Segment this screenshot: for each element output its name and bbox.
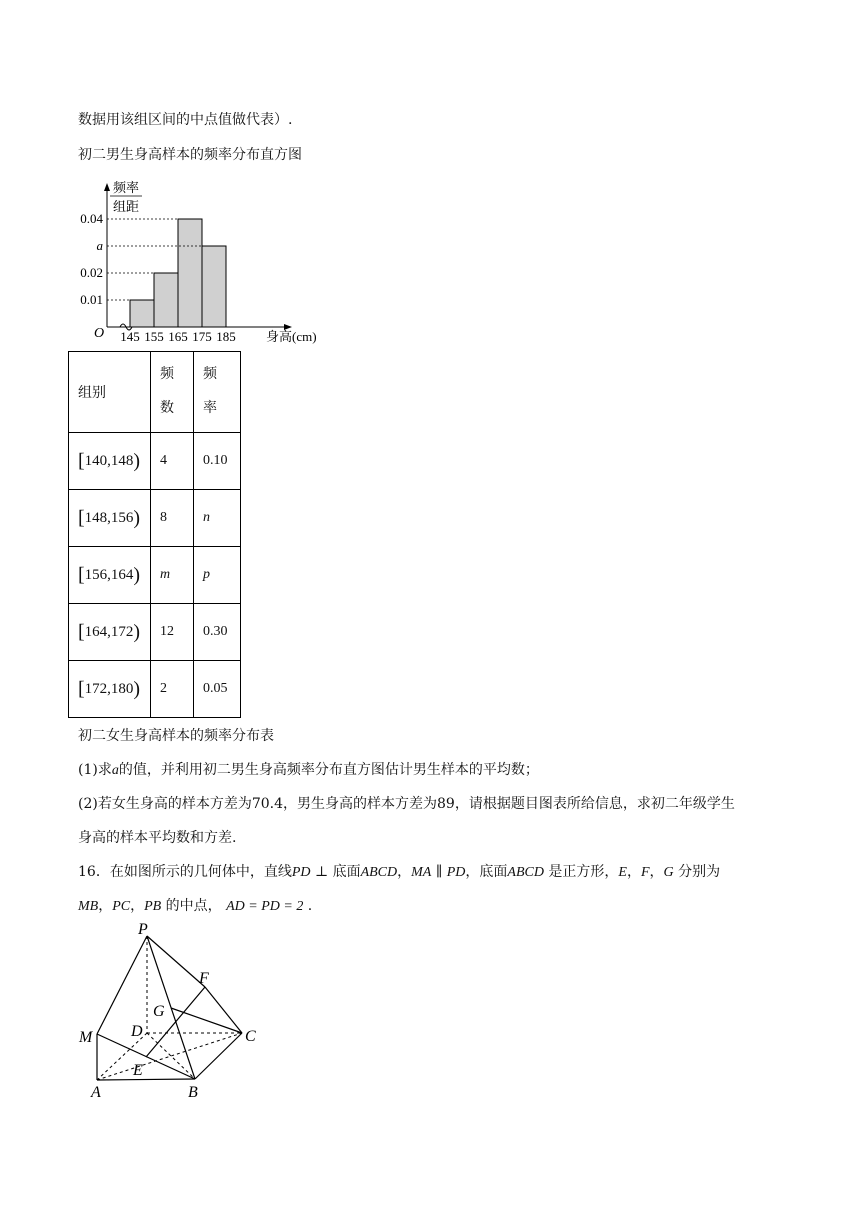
table-row <box>69 604 241 661</box>
table-row <box>69 433 241 490</box>
problem-16-line-2: MB，PC，PB 的中点， AD = PD = 2 . <box>78 898 313 914</box>
segment-EF <box>146 987 205 1057</box>
histogram-caption: 初二男生身高样本的频率分布直方图 <box>78 147 302 163</box>
x-tick-label: 175 <box>192 329 212 344</box>
edge-PM <box>97 936 147 1034</box>
histogram-bar <box>154 273 178 327</box>
table-row <box>69 490 241 547</box>
header-frequency <box>194 352 241 433</box>
label-C: C <box>245 1028 256 1045</box>
interval-cell: [172,180) <box>69 661 151 718</box>
histogram-bar <box>178 219 202 327</box>
count-cell: 12 <box>151 604 194 661</box>
y-tick-label: 0.01 <box>80 292 103 307</box>
x-tick-label: 165 <box>168 329 188 344</box>
histogram-marks <box>80 211 236 344</box>
count-cell: 2 <box>151 661 194 718</box>
question-2-line-1: (2)若女生身高的样本方差为70.4，男生身高的样本方差为89，请根据题目图表所给信息，求初二年级学生 <box>78 796 735 812</box>
header-count-char2: 数 <box>160 401 174 416</box>
header-count-char1: 频 <box>160 367 174 382</box>
x-axis-label: 身高(cm) <box>266 329 317 344</box>
intro-line: 数据用该组区间的中点值做代表）. <box>78 112 293 128</box>
table-caption: 初二女生身高样本的频率分布表 <box>78 728 274 744</box>
y-axis-arrow <box>104 183 110 191</box>
y-axis-label-bottom: 组距 <box>113 199 140 214</box>
header-group: 组别 <box>69 352 151 433</box>
problem-16-line-1: 16．在如图所示的几何体中，直线PD ⊥ 底面ABCD，MA ∥ PD，底面ABCD 是正方形，E，F，G 分别为 <box>78 864 721 880</box>
frequency-cell: 0.30 <box>194 604 241 661</box>
histogram-bar <box>130 300 154 327</box>
x-tick-label: 155 <box>144 329 164 344</box>
label-D: D <box>131 1023 143 1040</box>
header-freq-char2: 率 <box>203 401 217 416</box>
histogram-bar <box>202 246 226 327</box>
frequency-table <box>68 351 241 718</box>
count-cell: m <box>151 547 194 604</box>
frequency-cell: n <box>194 490 241 547</box>
frequency-histogram <box>70 175 317 345</box>
label-E: E <box>133 1062 143 1079</box>
y-tick-label: 0.02 <box>80 265 103 280</box>
label-P: P <box>138 921 148 938</box>
frequency-cell: 0.05 <box>194 661 241 718</box>
y-tick-label: a <box>96 238 103 253</box>
question-2-line-2: 身高的样本平均数和方差. <box>78 830 237 846</box>
interval-cell: [156,164) <box>69 547 151 604</box>
table-header-row <box>69 352 241 433</box>
header-count <box>151 352 194 433</box>
question-1: (1)求a的值，并利用初二男生身高频率分布直方图估计男生样本的平均数； <box>78 762 539 778</box>
label-F: F <box>199 970 209 987</box>
y-axis-label-top: 频率 <box>113 180 140 195</box>
frequency-cell: p <box>194 547 241 604</box>
hidden-AC <box>97 1033 242 1080</box>
label-G: G <box>153 1003 165 1020</box>
count-cell: 8 <box>151 490 194 547</box>
interval-cell: [148,156) <box>69 490 151 547</box>
label-M: M <box>79 1029 93 1046</box>
table-row <box>69 547 241 604</box>
y-tick-label: 0.04 <box>80 211 103 226</box>
edge-AB <box>97 1079 195 1080</box>
x-tick-label: 185 <box>216 329 236 344</box>
label-B: B <box>188 1084 198 1101</box>
geometry-figure-16 <box>75 920 275 1100</box>
interval-cell: [164,172) <box>69 604 151 661</box>
frequency-cell: 0.10 <box>194 433 241 490</box>
count-cell: 4 <box>151 433 194 490</box>
label-A: A <box>91 1084 101 1101</box>
origin-label: O <box>94 326 105 341</box>
header-freq-char1: 频 <box>203 367 217 382</box>
edge-BC <box>195 1033 242 1079</box>
x-tick-label: 145 <box>120 329 140 344</box>
interval-cell: [140,148) <box>69 433 151 490</box>
table-row <box>69 661 241 718</box>
